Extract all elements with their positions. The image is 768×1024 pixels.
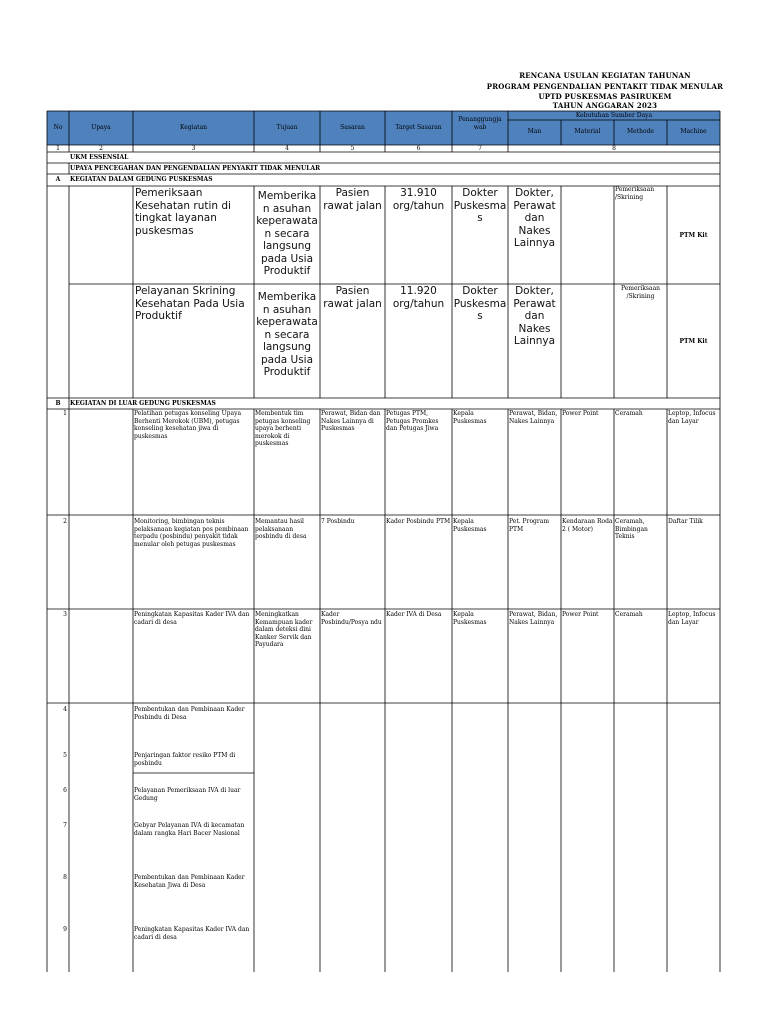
b9-no: 9 <box>63 926 67 933</box>
colnum-4: 4 <box>285 145 289 152</box>
header-kegiatan: Kegiatan <box>179 124 208 131</box>
header-material: Material <box>574 128 601 135</box>
section-ukm: UKM ESSENSIAL <box>70 154 129 161</box>
b4-kegiatan: Pembentukan dan Pembinaan Kader Posbindu di Desa <box>134 706 245 721</box>
section-a-title: KEGIATAN DALAM GEDUNG PUSKESMAS <box>70 176 213 183</box>
b4-no: 4 <box>63 706 67 713</box>
b3-machine: Leptop, Infocus dan Layar <box>668 611 716 626</box>
header-tujuan: Tujuan <box>276 124 298 131</box>
b6-kegiatan: Pelayanan Pemeriksaan IVA di luar Gedung <box>134 787 241 802</box>
a2-machine: PTM Kit <box>679 338 708 345</box>
a2-kegiatan: Pelayanan Skrining Kesehatan Pada Usia Produktif <box>135 285 245 322</box>
colnum-3: 3 <box>191 145 196 152</box>
b1-target: Petugas PTM, Petugas Promkes dan Petugas Jiwa <box>386 410 439 433</box>
b2-sasaran: 7 Posbindu <box>321 518 355 525</box>
header-sasaran: Sasaran <box>340 124 365 131</box>
b3-tujuan: Meningkatkan Kemampuan kader dalam deteksi dini Kanker Servik dan Payudara <box>255 611 313 649</box>
header-upaya: Upaya <box>91 124 111 131</box>
a2-penanggung: Dokter Puskesma s <box>453 285 507 322</box>
header-target: Target Sasaran <box>395 124 442 131</box>
a1-machine: PTM Kit <box>679 232 708 239</box>
b1-man: Perawat, Bidan, Nakes Lainnya <box>509 410 558 425</box>
b3-kegiatan: Peningkatan Kapasitas Kader IVA dan cadari di desa <box>134 611 250 626</box>
a1-methode: Pemeriksaan /Skrining <box>615 186 655 201</box>
b8-kegiatan: Pembentukan dan Pembinaan Kader Kesehatan Jiwa di Desa <box>134 874 245 889</box>
a2-methode: Pemeriksaan /Skrining <box>620 285 661 300</box>
header-methode: Methode <box>627 128 654 135</box>
doc-title-line-1: RENCANA USULAN KEGIATAN TAHUNAN <box>519 71 691 80</box>
b8-no: 8 <box>63 874 67 881</box>
colnum-5: 5 <box>350 145 355 152</box>
header-kebutuhan: Kebutuhan Sumber Daya <box>575 112 653 119</box>
section-b-letter: B <box>55 400 61 407</box>
doc-title-line-3: UPTD PUSKESMAS PASIRUKEM <box>538 92 672 101</box>
colnum-1: 1 <box>56 145 60 152</box>
b1-tujuan: Membentuk tim petugas konseling upaya berhenti merokok di puskesmas <box>255 410 311 448</box>
a1-penanggung: Dokter Puskesma s <box>453 187 507 224</box>
colnum-2: 2 <box>99 145 103 152</box>
doc-title-line-4: TAHUN ANGGARAN 2023 <box>552 101 658 110</box>
a2-target: 11.920 org/tahun <box>392 285 445 310</box>
doc-title-line-2: PROGRAM PENGENDALIAN PENTAKIT TIDAK MENULAR <box>486 82 724 91</box>
colnum-6: 6 <box>416 145 421 152</box>
b2-penanggung: Kepala Puskesmas <box>453 518 487 533</box>
b7-no: 7 <box>63 822 67 829</box>
b3-material: Power Point <box>562 611 599 618</box>
a2-sasaran: Pasien rawat jalan <box>323 285 382 310</box>
b5-no: 5 <box>63 752 67 759</box>
a2-tujuan: Memberika n asuhan keperawata n secara langsung pada Usia Produktif <box>256 291 318 378</box>
b2-kegiatan: Monitoring, bimbingan teknis pelaksanaan kegiatan pos pembinaan terpadu (posbindu) penyakit tidak menular oleh petugas puskesmas <box>134 518 249 548</box>
header-man: Man <box>527 128 542 135</box>
header-penanggung: Penanggungja wab <box>458 116 502 131</box>
b2-methode: Ceramah, Bimbingan Teknis <box>615 518 648 541</box>
b1-methode: Ceramah <box>615 410 643 417</box>
b2-machine: Daftar Tilik <box>668 518 703 525</box>
b1-machine: Leptop, Infocus dan Layar <box>668 410 716 425</box>
a1-target: 31.910 org/tahun <box>392 187 445 212</box>
b2-man: Pet. Program PTM <box>509 518 550 533</box>
b9-kegiatan: Peningkatan Kapasitas Kader IVA dan cadari di desa <box>134 926 250 941</box>
b1-sasaran: Perawat, Bidan dan Nakes Lainnya di Puskesmas <box>321 410 381 433</box>
b2-tujuan: Memantau hasil pelaksanaan posbindu di desa <box>255 518 307 541</box>
b1-kegiatan: Pelatihan petugas konseling Upaya Berhenti Merokok (UBM), petugas konseling kesehatan jiwa di puskesmas <box>134 410 242 440</box>
a1-sasaran: Pasien rawat jalan <box>323 187 382 212</box>
b3-man: Perawat, Bidan, Nakes Lainnya <box>509 611 558 626</box>
b2-no: 2 <box>63 518 67 525</box>
header-no: No <box>53 124 63 131</box>
b3-sasaran: Kader Posbindu/Posya ndu <box>321 611 382 626</box>
section-program: UPAYA PENCEGAHAN DAN PENGENDALIAN PENYAKIT TIDAK MENULAR <box>70 165 321 172</box>
a2-man: Dokter, Perawat dan Nakes Lainnya <box>513 285 556 347</box>
section-b-title: KEGIATAN DI LUAR GEDUNG PUSKESMAS <box>70 400 216 407</box>
b3-no: 3 <box>63 611 67 618</box>
b1-material: Power Point <box>562 410 599 417</box>
a1-kegiatan: Pemeriksaan Kesehatan rutin di tingkat layanan puskesmas <box>135 187 231 237</box>
b1-penanggung: Kepala Puskesmas <box>453 410 487 425</box>
header-machine: Machine <box>680 128 707 135</box>
b1-no: 1 <box>63 410 67 417</box>
b3-target: Kader IVA di Desa <box>386 611 442 618</box>
section-a-letter: A <box>55 176 61 183</box>
b2-material: Kendaraan Roda 2 ( Motor) <box>562 518 613 533</box>
colnum-7: 7 <box>478 145 482 152</box>
b5-kegiatan: Penjaringan faktor resiko PTM di posbindu <box>134 752 236 767</box>
b6-no: 6 <box>63 787 67 794</box>
b3-penanggung: Kepala Puskesmas <box>453 611 487 626</box>
a1-tujuan: Memberika n asuhan keperawata n secara langsung pada Usia Produktif <box>256 190 318 277</box>
b3-methode: Ceramah <box>615 611 643 618</box>
b7-kegiatan: Gebyar Pelayanan IVA di kecamatan dalam rangka Hari Bacer Nasional <box>134 822 245 837</box>
colnum-8: 8 <box>612 145 616 152</box>
b2-target: Kader Posbindu PTM <box>386 518 451 525</box>
a1-man: Dokter, Perawat dan Nakes Lainnya <box>513 187 556 249</box>
